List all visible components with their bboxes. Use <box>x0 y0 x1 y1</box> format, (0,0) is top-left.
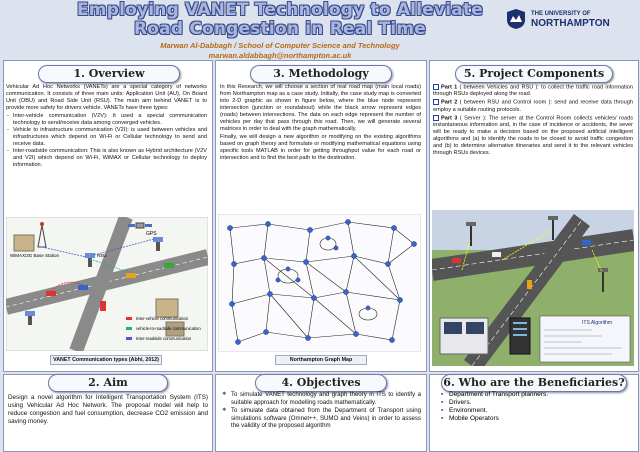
methodology-p2: Finally, we will design a new algorithm or modifying on the existing algorithms based on graph theory and formulate or modifying mathematical equations using specific tools MATLAB in order for getting throughput value for each road or intersection and to find the best path to the destination. <box>220 134 421 161</box>
vanet-type-item: - Vehicle to infrastructure communication (V2I): is used between vehicles and infrastructures which depend on Wi-Fi or Cellular technology to send and receive data. <box>13 127 207 148</box>
legend-v2v: Inter-vehicle communication <box>136 316 189 321</box>
vehicle-icon <box>164 263 174 268</box>
component-part-1: Part 1 ( between Vehicles and RSU ): to collect the traffic road information through RSUs deployed along the road. <box>433 84 634 98</box>
beneficiary-item: ▪ Department of Transport planners. <box>449 391 630 399</box>
logo-line-1: THE UNIVERSITY OF <box>531 11 591 17</box>
beneficiaries-list-wrap <box>440 391 630 423</box>
vehicle-icon <box>452 258 461 263</box>
beneficiary-item: ▪ Mobile Operators <box>449 415 630 423</box>
methodology-heading: 3. Methodology <box>250 65 392 83</box>
vehicle-icon <box>78 285 88 290</box>
checkbox-icon <box>433 115 439 121</box>
rsu-label: RSU <box>97 253 107 258</box>
vehicle-icon <box>126 273 136 278</box>
its-algorithm-label: ITS Algorithm <box>582 320 613 326</box>
overview-intro: Vehicular Ad Hoc Networks (VANETs) are a special category of networks communication. It consists of three main units: Application Unit (AU), On Board Unit (OBU) and Road Side Unit (RSU). The main aim behind VANET is to provide more safety for drivers vehicle. VANETs have three types: <box>6 84 207 111</box>
aim-text: Design a novel algorithm for Intelligent Transportation System (ITS) using Vehicular Ad Hoc Network. The proposal model will help to reduce congestion and fuel consumption, decrease CO2 emission and saving money. <box>8 394 208 425</box>
vehicle-icon <box>492 252 501 257</box>
overview-figure-caption: VANET Communication types (Abhi, 2012) <box>50 355 162 365</box>
overview-text <box>6 84 207 169</box>
university-crest-icon <box>505 8 527 30</box>
control-room-icon <box>440 318 488 354</box>
title-line-1: Employing VANET Technology to Alleviate <box>76 0 484 20</box>
logo-line-2: NORTHAMPTON <box>531 18 610 29</box>
vehicle-icon <box>582 240 591 245</box>
author-block <box>130 41 430 61</box>
beneficiaries-list <box>440 391 630 423</box>
vehicle-icon <box>100 301 106 311</box>
wimax-label: WiMAX/3G Base Station <box>10 253 60 258</box>
author-email: marwan.aldabbagh@northampton.ac.uk <box>208 51 352 60</box>
northampton-graph-map <box>218 214 421 352</box>
aim-heading: 2. Aim <box>48 374 168 392</box>
beneficiaries-heading: 6. Who are the Beneficiaries? <box>441 374 627 392</box>
project-components-figure <box>432 210 634 366</box>
objective-item: ❖ To simulate data obtained from the Department of Transport using simulations software (Omnet++, SUMO and Veins) in order to assess the validity of the proposed algorithm <box>231 407 421 430</box>
legend-v2r: vehicle-to-roadside communication <box>136 326 201 331</box>
methodology-figure-caption: Northampton Graph Map <box>275 355 367 365</box>
server-icon <box>510 318 530 354</box>
legend-r2r: Inter-roadside communication <box>136 336 192 341</box>
vehicle-icon <box>527 280 532 289</box>
objectives-text <box>222 391 421 431</box>
vehicle-icon <box>46 291 56 296</box>
vanet-type-item: - Inter-vehicle communication (V2V): It used a special communication technology to send/receive data among converged vehicles. <box>13 113 207 127</box>
components-heading: 5. Project Components <box>455 65 613 83</box>
objectives-list <box>222 391 421 430</box>
title-line-2: Road Congestion in Real Time <box>133 19 426 39</box>
checkbox-icon <box>433 99 439 105</box>
vanet-types-list <box>6 113 207 169</box>
gps-label: GPS <box>146 231 157 237</box>
beneficiary-item: ▪ Environment. <box>449 407 630 415</box>
university-logo <box>505 4 635 34</box>
component-part-3: Part 3 ( Server ): The server at the Control Room collects vehicles/ roads instantaneous information and, in the case of incidence or accidents, the sever will be ready to make a decision based on the proposed artificial intelligent algorithms and (a) to identify the roads to be closed to avoid traffic congestion and (b) to determine alternative itineraries and send it to the relevant vehicles through RSUs devices. <box>433 115 633 157</box>
vanet-communication-figure <box>6 217 208 351</box>
beneficiary-item: ▪ Drivers. <box>449 399 630 407</box>
components-text <box>433 84 633 158</box>
objective-item: ❖ To simulate VANET technology and graph theory in ITS to identify a suitable approach for modelling roads mathematically. <box>231 391 421 406</box>
methodology-text <box>220 84 421 163</box>
author-name: Marwan Al-Dabbagh / School of Computer Science and Technology <box>160 41 400 50</box>
overview-heading: 1. Overview <box>38 65 180 83</box>
objectives-heading: 4. Objectives <box>255 374 387 392</box>
methodology-p1: In this Research, we will choose a section of real road map (main local roads) from Northampton map as a case study. Initially, the case study map is converted into 2-D graphic as shown in figure below, where the blue node represent intersection (junction or roundabout) while the black arrow represent edges (roads) between intersections. The data on each edge represent the number of vehicles per day that pass through this road. Then, we will generate several matrices in order to deal with the graph mathematically. <box>220 84 421 132</box>
vanet-type-item: - Inter-roadside communication: This is also known as Hybrid architecture (V2V and V2I) which depend on Wi-Fi, WiMAX or Cellular technology to deploy information. <box>13 148 207 169</box>
component-part-2: Part 2 ( between RSU and Control room ): send and receive data through employ a suitable routing protocols. <box>433 99 633 113</box>
poster-title <box>70 1 490 39</box>
checkbox-icon <box>433 84 439 90</box>
